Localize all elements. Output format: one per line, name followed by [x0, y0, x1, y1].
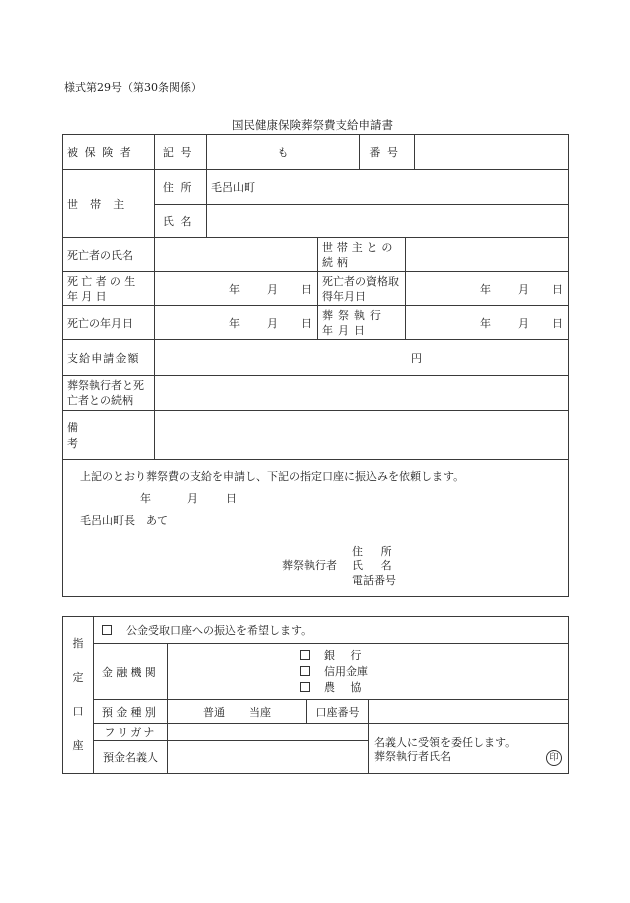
- checkbox-icon[interactable]: [102, 625, 112, 635]
- bango-field[interactable]: [415, 135, 569, 170]
- amount-unit: 円: [411, 351, 422, 365]
- executor-name-label: 葬祭執行者氏名: [374, 750, 451, 763]
- funeral-date-field[interactable]: 年 月 日: [406, 306, 569, 340]
- remarks-label: 備考: [63, 411, 155, 460]
- designated-account-label: 指 定 口 座: [63, 617, 94, 774]
- deceased-birth-label: 死亡者の生年月日: [63, 272, 155, 306]
- application-table: [62, 134, 569, 238]
- qualification-date-field[interactable]: 年 月 日: [406, 272, 569, 306]
- funeral-date-label: 葬祭執行年月日: [318, 306, 406, 340]
- deceased-name-label: 死亡者の氏名: [63, 238, 155, 272]
- deposit-type-field[interactable]: 普通 当座: [168, 700, 307, 724]
- deceased-table: [62, 237, 569, 460]
- applicant-phone-label: 電話番号: [352, 574, 396, 587]
- deceased-birth-field[interactable]: 年 月 日: [155, 272, 318, 306]
- option-shinkin[interactable]: 信用金庫: [300, 664, 377, 680]
- head-address-field[interactable]: 毛呂山町: [207, 170, 569, 205]
- head-name-field[interactable]: [207, 205, 569, 238]
- addressee: 毛呂山町長 あて: [80, 514, 168, 527]
- account-number-label: 口座番号: [307, 700, 369, 724]
- household-head-label: 世帯主: [63, 170, 155, 238]
- applicant-address-label: 住所: [352, 545, 410, 558]
- applicant-name-label: 氏名: [352, 559, 410, 572]
- relation-label: 葬祭執行者と死亡者との続柄: [63, 376, 155, 411]
- deceased-name-field[interactable]: [155, 238, 318, 272]
- furigana-field[interactable]: [168, 724, 369, 741]
- checkbox-icon[interactable]: [300, 682, 310, 692]
- amount-field[interactable]: [155, 340, 569, 376]
- holder-field[interactable]: [168, 741, 369, 774]
- deposit-type-label: 預金種別: [94, 700, 168, 724]
- form-title: 国民健康保険葬祭費支給申請書: [232, 118, 393, 132]
- relation-field[interactable]: [155, 376, 569, 411]
- insured-label: 被保険者: [63, 135, 155, 170]
- application-date[interactable]: 年 月 日: [140, 492, 237, 505]
- holder-label: 預金名義人: [94, 741, 168, 774]
- checkbox-icon[interactable]: [300, 666, 310, 676]
- death-date-field[interactable]: 年 月 日: [155, 306, 318, 340]
- relation-to-head-label: 世帯主との続柄: [318, 238, 406, 272]
- qualification-date-label: 死亡者の資格取得年月日: [318, 272, 406, 306]
- applicant-role: 葬祭執行者: [282, 559, 337, 572]
- delegation-text: 名義人に受領を委任します。: [374, 736, 517, 749]
- account-number-field[interactable]: [369, 700, 569, 724]
- bank-table: [62, 616, 569, 774]
- checkbox-icon[interactable]: [300, 650, 310, 660]
- kigo-value[interactable]: も: [207, 135, 360, 170]
- head-name-label: 氏名: [155, 205, 207, 238]
- remarks-field[interactable]: [155, 411, 569, 460]
- kigo-label: 記号: [155, 135, 207, 170]
- institution-field[interactable]: [168, 644, 569, 700]
- public-account-option[interactable]: 公金受取口座への振込を希望します。: [94, 617, 569, 644]
- death-date-label: 死亡の年月日: [63, 306, 155, 340]
- form-reference: 様式第29号（第30条関係）: [64, 81, 202, 94]
- statement-text: 上記のとおり葬祭費の支給を申請し、下記の指定口座に振込みを依頼します。: [80, 470, 465, 483]
- bango-label: 番号: [360, 135, 415, 170]
- institution-label: 金融機関: [94, 644, 168, 700]
- seal-mark: 印: [546, 750, 562, 766]
- head-address-label: 住所: [155, 170, 207, 205]
- furigana-label: フリガナ: [94, 724, 168, 741]
- delegation-cell[interactable]: [369, 724, 569, 774]
- option-nokyo[interactable]: 農協: [300, 680, 377, 696]
- relation-to-head-field[interactable]: [406, 238, 569, 272]
- amount-label: 支給申請金額: [63, 340, 155, 376]
- option-bank[interactable]: 銀行: [300, 648, 377, 664]
